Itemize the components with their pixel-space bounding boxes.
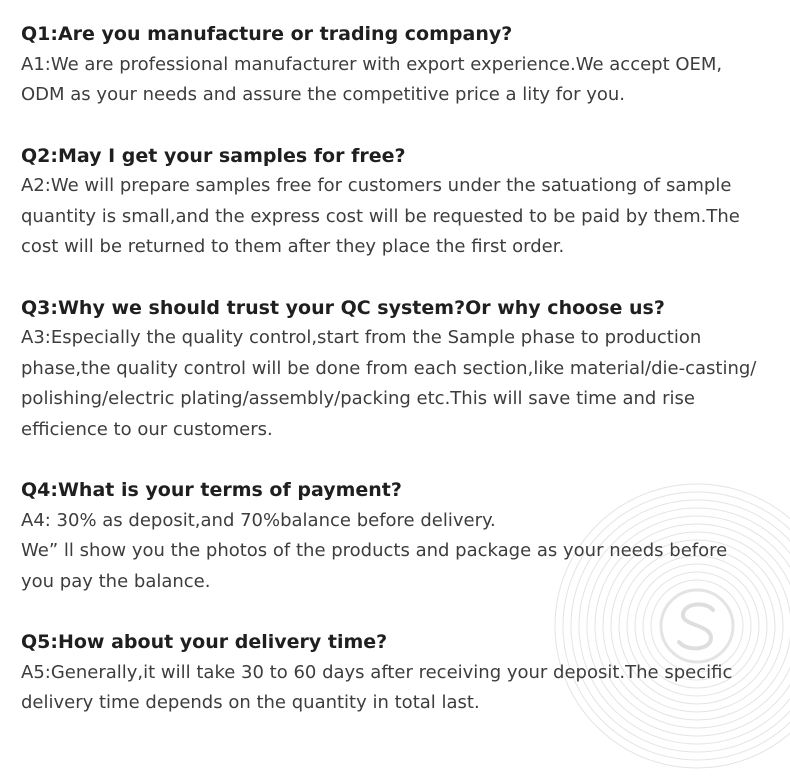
faq-item-q1 xyxy=(21,19,776,111)
answer-line: ODM as your needs and assure the competitive price a lity for you. xyxy=(21,84,626,105)
question-heading: Q1:Are you manufacture or trading company? xyxy=(21,23,513,45)
question-heading: Q5:How about your delivery time? xyxy=(21,631,388,653)
answer-line: phase,the quality control will be done from each section,like material/die-casting/ xyxy=(21,357,757,379)
answer-line: A3:Especially the quality control,start from the Sample phase to production xyxy=(21,327,702,348)
faq-item-q2 xyxy=(21,141,776,263)
faq-item-q3 xyxy=(21,293,776,446)
answer-line: A5:Generally,it will take 30 to 60 days after receiving your deposit.The specific xyxy=(21,661,733,683)
answer-line: A1:We are professional manufacturer with export experience.We accept OEM, xyxy=(21,53,723,75)
faq-item-q5 xyxy=(21,627,776,719)
answer-line: A4: 30% as deposit,and 70%balance before delivery. xyxy=(21,509,496,531)
question-heading: Q3:Why we should trust your QC system?Or why choose us? xyxy=(21,296,665,319)
answer-line: delivery time depends on the quantity in total last. xyxy=(21,692,480,713)
answer-line: quantity is small,and the express cost will be requested to be paid by them.The xyxy=(21,205,740,227)
answer-line: efficience to our customers. xyxy=(21,418,273,440)
answer-line: We” ll show you the photos of the products and package as your needs before xyxy=(21,540,728,561)
answer-line: cost will be returned to them after they place the first order. xyxy=(21,236,565,257)
faq-list xyxy=(21,19,776,749)
answer-line: A2:We will prepare samples free for customers under the satuationg of sample xyxy=(21,175,732,196)
answer-line: you pay the balance. xyxy=(21,570,211,592)
faq-item-q4 xyxy=(21,475,776,597)
question-heading: Q4:What is your terms of payment? xyxy=(21,479,402,501)
question-heading: Q2:May I get your samples for free? xyxy=(21,144,406,167)
answer-line: polishing/electric plating/assembly/packing etc.This will save time and rise xyxy=(21,388,695,409)
